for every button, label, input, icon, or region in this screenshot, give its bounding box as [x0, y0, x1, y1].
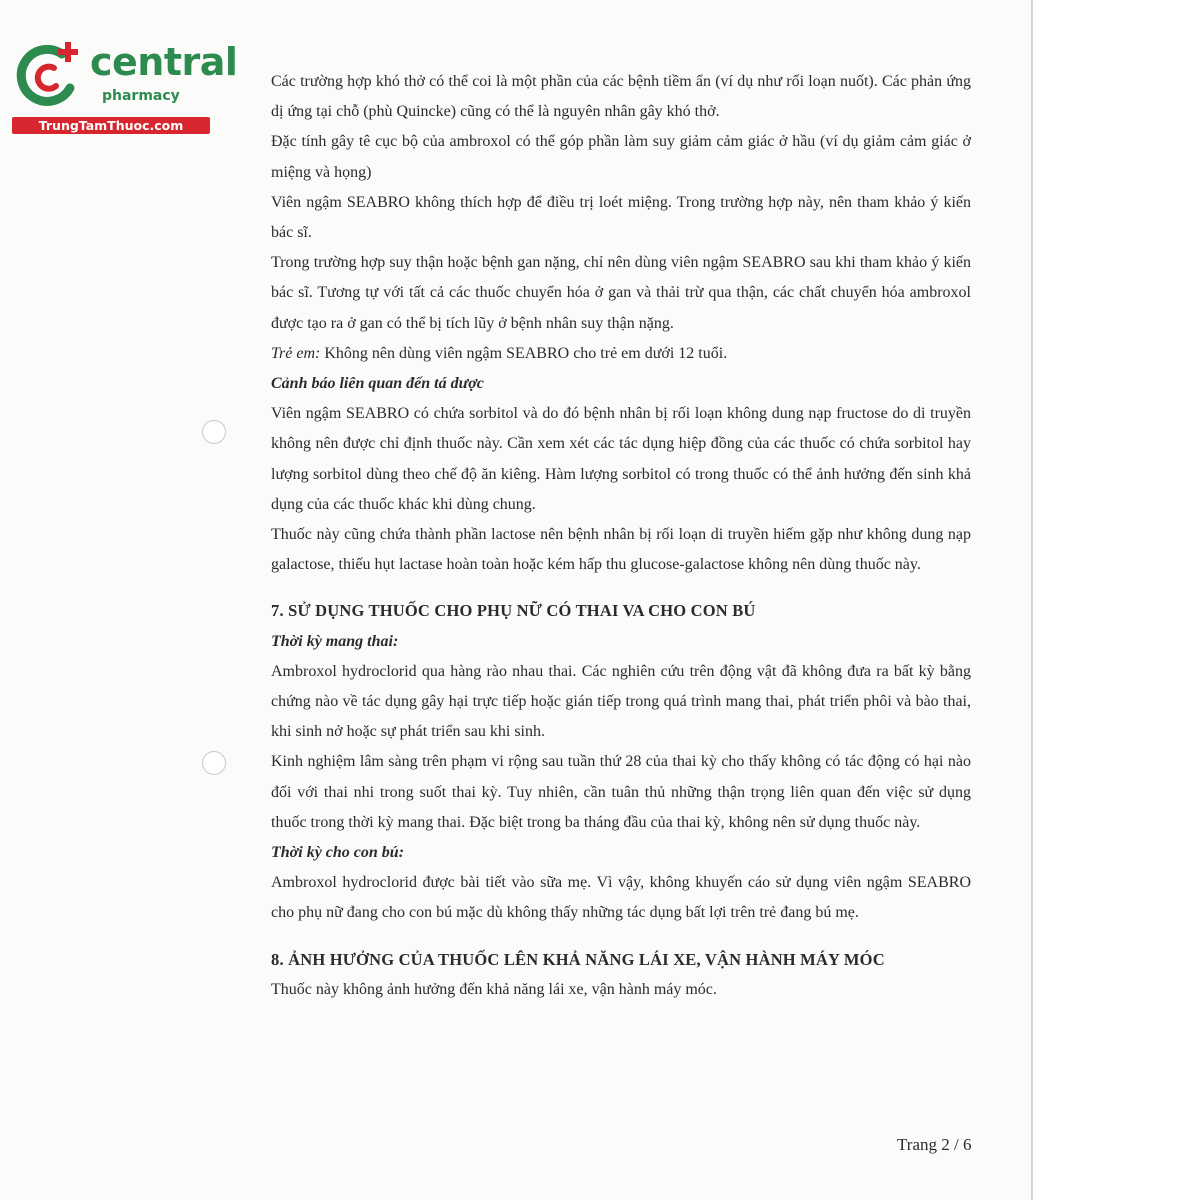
logo-name: central [90, 40, 238, 84]
paragraph: Kinh nghiệm lâm sàng trên phạm vi rộng sau tuần thứ 28 của thai kỳ cho thấy không có tác động có hại nào đối với thai nhi trong suốt thai kỳ. Tuy nhiên, cần tuân thủ những thận trọng liên quan đến việc sử dụng thuốc trong thời kỳ mang thai. Đặc biệt trong ba tháng đầu của thai kỳ, không nên sử dụng thuốc này. [271, 753, 971, 831]
paragraph: Thuốc này cũng chứa thành phần lactose nên bệnh nhân bị rối loạn di truyền hiếm gặp như không dung nạp galactose, thiếu hụt lactase hoàn toàn hoặc kém hấp thu glucose-galactose không nên dùng thuốc này. [271, 526, 971, 574]
breastfeeding-heading: Thời kỳ cho con bú: [271, 844, 405, 862]
excipient-warning-heading: Cảnh báo liên quan đến tá dược [271, 375, 484, 393]
punch-hole [202, 420, 226, 444]
paragraph: Đặc tính gây tê cục bộ của ambroxol có thể góp phần làm suy giảm cảm giác ở hầu (ví dụ giảm cảm giác ở miệng và họng) [271, 133, 971, 181]
page-margin [1033, 0, 1200, 1200]
document-body [271, 67, 971, 1005]
children-text: Không nên dùng viên ngậm SEABRO cho trẻ em dưới 12 tuổi. [320, 344, 728, 362]
logo-mark-icon [10, 36, 90, 116]
punch-hole [202, 751, 226, 775]
section-7-heading: 7. SỬ DỤNG THUỐC CHO PHỤ NỮ CÓ THAI VA CHO CON BÚ [271, 601, 756, 621]
children-label: Trẻ em: [271, 344, 321, 362]
page-edge [1031, 0, 1033, 1200]
paragraph: Các trường hợp khó thở có thể coi là một phần của các bệnh tiềm ẩn (ví dụ như rối loạn nuốt). Các phản ứng dị ứng tại chỗ (phù Quincke) cũng có thể là nguyên nhân gây khó thở. [271, 73, 971, 121]
pregnancy-heading: Thời kỳ mang thai: [271, 632, 399, 650]
paragraph: Trong trường hợp suy thận hoặc bệnh gan nặng, chỉ nên dùng viên ngậm SEABRO sau khi tham khảo ý kiến bác sĩ. Tương tự với tất cả các thuốc chuyển hóa ở gan và thải trừ qua thận, các chất chuyển hóa ambroxol được tạo ra ở gan có thể bị tích lũy ở bệnh nhân suy thận nặng. [271, 254, 971, 332]
section-spacer [271, 929, 971, 945]
paragraph: Viên ngậm SEABRO không thích hợp để điều trị loét miệng. Trong trường hợp này, nên tham khảo ý kiến bác sĩ. [271, 193, 971, 242]
paragraph: Ambroxol hydroclorid được bài tiết vào sữa mẹ. Vì vậy, không khuyến cáo sử dụng viên ngậm SEABRO cho phụ nữ đang cho con bú mặc dù không thấy những tác dụng bất lợi trên trẻ đang bú mẹ. [271, 874, 971, 922]
paragraph: Viên ngậm SEABRO có chứa sorbitol và do đó bệnh nhân bị rối loạn không dung nạp fructose do di truyền không nên được chỉ định thuốc này. Cần xem xét các tác dụng hiệp đồng của các thuốc có chứa sorbitol hay lượng sorbitol dùng theo chế độ ăn kiêng. Hàm lượng sorbitol có trong thuốc có thể ảnh hưởng đến sinh khả dụng của các thuốc khác khi dùng chung. [271, 405, 971, 513]
paragraph: Ambroxol hydroclorid qua hàng rào nhau thai. Các nghiên cứu trên động vật đã không đưa ra bất kỳ bằng chứng nào về tác dụng gây hại trực tiếp hoặc gián tiếp trong quá trình mang thai, phát triển phôi và bào thai, khi sinh nở hoặc sự phát triển sau khi sinh. [271, 662, 971, 741]
logo-website: TrungTamThuoc.com [12, 117, 210, 134]
logo-subtitle: pharmacy [102, 88, 180, 104]
section-8-heading: 8. ẢNH HƯỞNG CỦA THUỐC LÊN KHẢ NĂNG LÁI XE, VẬN HÀNH MÁY MÓC [271, 949, 885, 969]
section-spacer [271, 580, 971, 596]
paragraph-children [271, 339, 971, 369]
paragraph: Thuốc này không ảnh hưởng đến khả năng lái xe, vận hành máy móc. [271, 980, 717, 998]
page-number: Trang 2 / 6 [897, 1135, 972, 1154]
pharmacy-logo [10, 36, 238, 136]
